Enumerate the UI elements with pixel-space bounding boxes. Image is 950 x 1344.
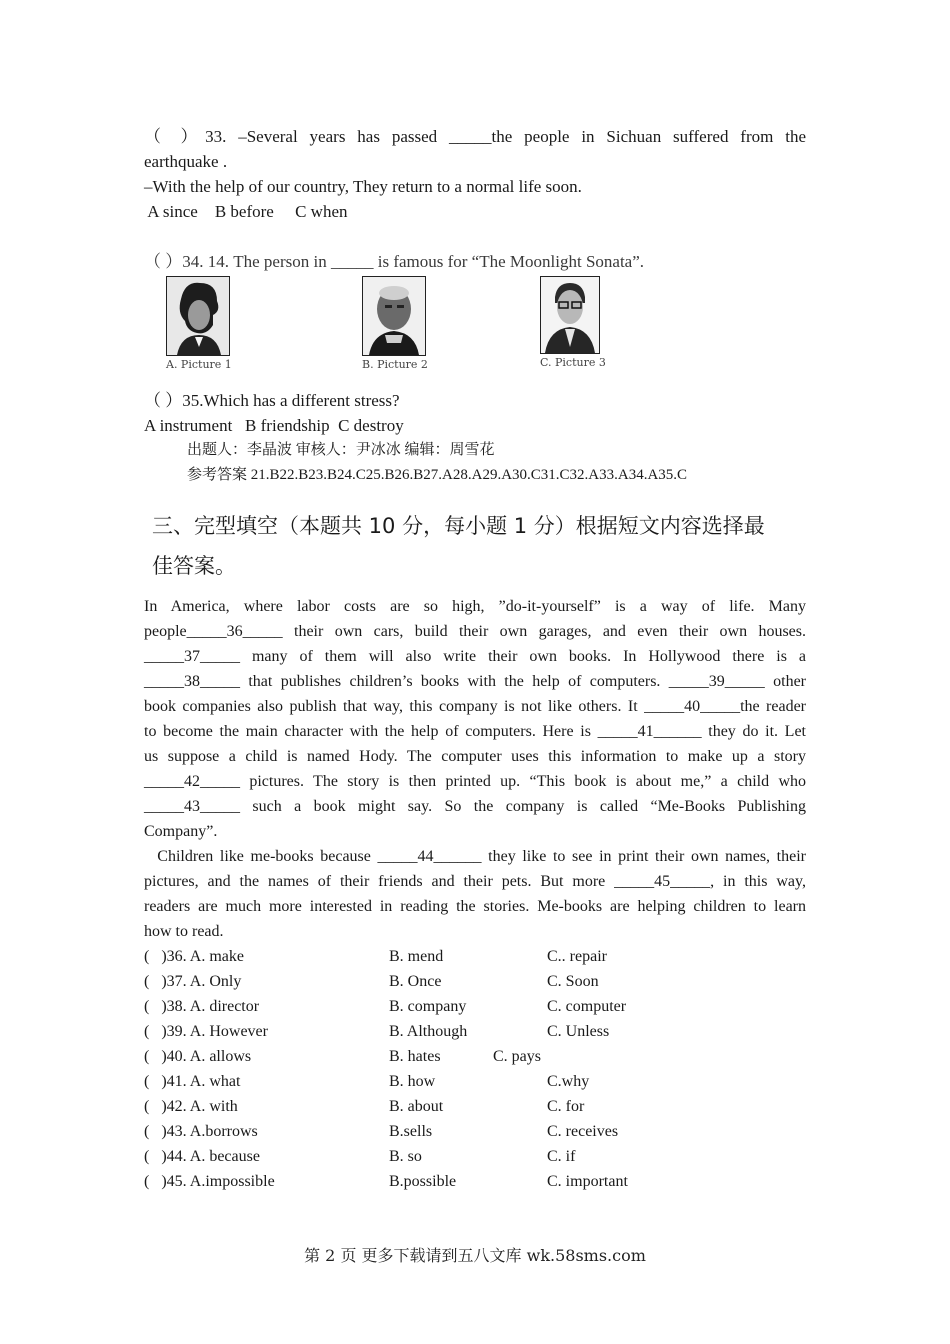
option-c: C. receives: [547, 1123, 619, 1140]
option-row: [144, 944, 806, 969]
option-b: B. hates: [389, 1048, 441, 1065]
passage-line: Company”.: [144, 823, 218, 840]
option-c: C. Soon: [547, 973, 599, 990]
option-b: B. company: [389, 998, 467, 1015]
option-c: C. pays: [493, 1048, 541, 1065]
q33-options: A since B before C when: [144, 202, 348, 221]
option-row: [144, 1019, 806, 1044]
option-b: B. how: [389, 1073, 436, 1090]
option-a: ( )42. A. with: [144, 1098, 238, 1115]
picture-2: [362, 276, 428, 371]
exam-page: [144, 124, 806, 1194]
passage-line: _____42_____ pictures. The story is then printed up. “This book is about me,” a child who: [144, 773, 806, 790]
option-b: B. about: [389, 1098, 444, 1115]
option-a: ( )43. A.borrows: [144, 1123, 258, 1140]
passage-line: _____43_____ such a book might say. So the company is called “Me-Books Publishing: [144, 798, 806, 815]
option-row: [144, 1094, 806, 1119]
option-b: B. Although: [389, 1023, 468, 1040]
option-a: ( )38. A. director: [144, 998, 260, 1015]
option-c: C. for: [547, 1098, 585, 1115]
option-c: C.why: [547, 1073, 590, 1090]
option-c: C.. repair: [547, 948, 607, 965]
option-b: B. mend: [389, 948, 444, 965]
section-3-title-line1: 三、完型填空（本题共 10 分，每小题 1 分）根据短文内容选择最: [152, 514, 765, 538]
passage-line: book companies also publish that way, this company is not like others. It _____40_____the reader: [144, 698, 806, 715]
option-b: B.sells: [389, 1123, 433, 1140]
option-a: ( )40. A. allows: [144, 1048, 252, 1065]
option-b: B. Once: [389, 973, 442, 990]
option-row: [144, 1119, 806, 1144]
q33-line1: （ ）33. –Several years has passed _____the people in Sichuan suffered from the: [144, 127, 806, 146]
page-footer: 第 2 页 更多下载请到五八文库 wk.58sms.com: [304, 1246, 646, 1265]
answer-key: 参考答案 21.B22.B23.B24.C25.B26.B27.A28.A29.A30.C31.C32.A33.A34.A35.C: [187, 467, 688, 483]
passage-line: _____37_____ many of them will also write their own books. In Hollywood there is a: [144, 648, 806, 665]
section-3-title: [144, 506, 806, 586]
picture-2-caption: B. Picture 2: [362, 358, 428, 371]
portrait-man: [362, 276, 426, 356]
options-list: [144, 944, 806, 1194]
option-a: ( )36. A. make: [144, 948, 244, 965]
q34-prompt: （ ）34. 14. The person in _____ is famous for “The Moonlight Sonata”.: [144, 252, 645, 271]
option-a: ( )39. A. However: [144, 1023, 268, 1040]
option-row: [144, 1169, 806, 1194]
option-a: ( )41. A. what: [144, 1073, 241, 1090]
option-c: C. Unless: [547, 1023, 610, 1040]
option-row: [144, 1044, 806, 1069]
q35-options: A instrument B friendship C destroy: [144, 416, 404, 435]
passage-line: to become the main character with the help of computers. Here is _____41______ they do it. Let: [144, 723, 806, 740]
picture-3: [540, 276, 606, 369]
portrait-glasses: [540, 276, 600, 354]
passage-line: readers are much more interested in reading the stories. Me-books are helping children to learn: [144, 898, 806, 915]
q34-pictures: [144, 276, 806, 386]
option-row: [144, 994, 806, 1019]
option-a: ( )37. A. Only: [144, 973, 242, 990]
credits-line: 出题人：李晶波 审核人：尹冰冰 编辑：周雪花: [187, 442, 495, 458]
passage: [144, 594, 806, 944]
portrait-beethoven: [166, 276, 230, 356]
q33-line3: –With the help of our country, They return to a normal life soon.: [144, 177, 582, 196]
passage-line: how to read.: [144, 923, 224, 940]
option-b: B. so: [389, 1148, 422, 1165]
q35-prompt: （ ）35.Which has a different stress?: [144, 391, 400, 410]
option-row: [144, 1144, 806, 1169]
option-c: C. computer: [547, 998, 627, 1015]
picture-1: [166, 276, 232, 371]
option-a: ( )45. A.impossible: [144, 1173, 275, 1190]
option-c: C. important: [547, 1173, 628, 1190]
passage-line: In America, where labor costs are so high, ”do-it-yourself” is a way of life. Many: [144, 598, 806, 615]
option-row: [144, 969, 806, 994]
passage-line: people_____36_____ their own cars, build their own garages, and even their own houses.: [144, 623, 806, 640]
option-row: [144, 1069, 806, 1094]
picture-1-caption: A. Picture 1: [166, 358, 232, 371]
picture-3-caption: C. Picture 3: [540, 356, 606, 369]
passage-line: _____38_____ that publishes children’s books with the help of computers. _____39_____ other: [144, 673, 806, 690]
passage-line: Children like me-books because _____44______ they like to see in print their own names, their: [144, 848, 806, 865]
passage-line: us suppose a child is named Hody. The computer uses this information to make up a story: [144, 748, 806, 765]
passage-line: pictures, and the names of their friends and their pets. But more _____45_____, in this way,: [144, 873, 806, 890]
section-3-title-line2: 佳答案。: [152, 554, 236, 578]
q33-line2: earthquake .: [144, 152, 228, 171]
option-c: C. if: [547, 1148, 576, 1165]
option-a: ( )44. A. because: [144, 1148, 260, 1165]
option-b: B.possible: [389, 1173, 457, 1190]
